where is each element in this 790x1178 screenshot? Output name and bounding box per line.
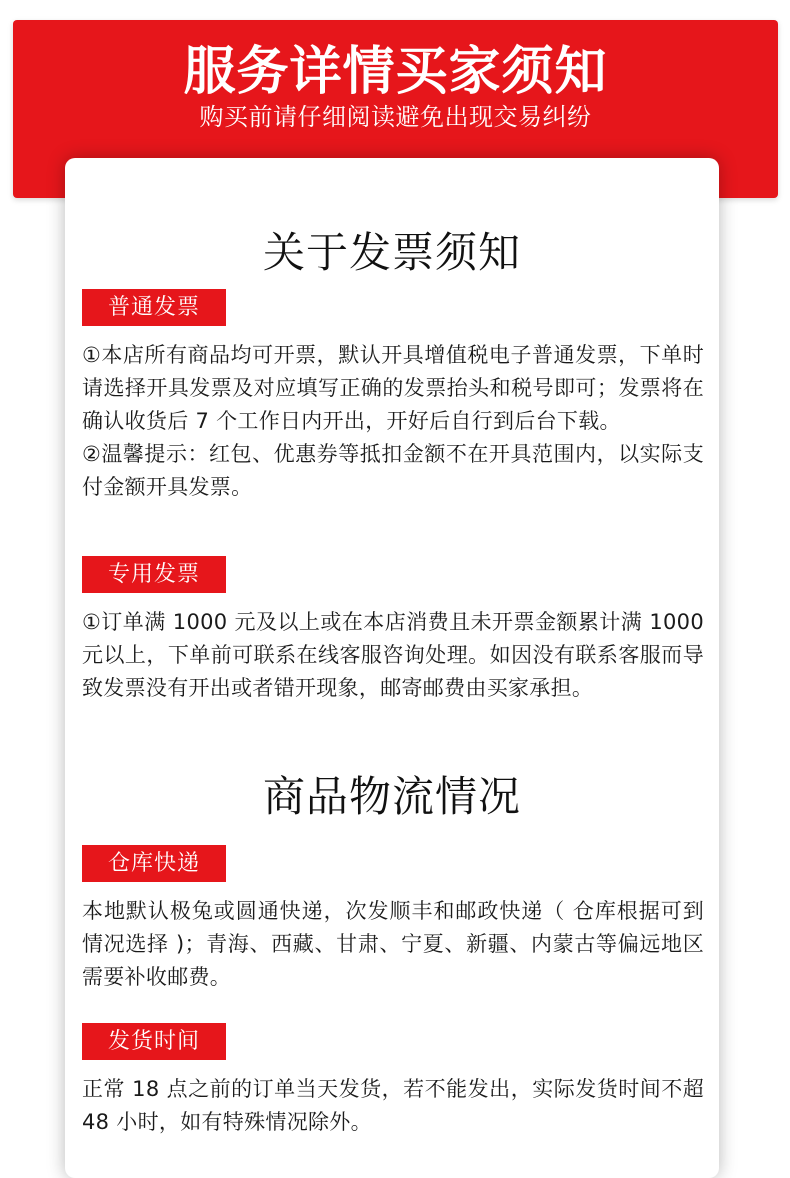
logistics-section-title: 商品物流情况 bbox=[262, 772, 521, 821]
invoice-section-title: 关于发票须知 bbox=[262, 228, 521, 277]
warehouse-express-body: 本地默认极兔或圆通快递，次发顺丰和邮政快递（ 仓库根据可到情况选择 )；青海、西藏、甘肃、宁夏、新疆、内蒙古等偏远地区需要补收邮费。 bbox=[82, 899, 704, 989]
page-subtitle: 购买前请仔细阅读避免出现交易纠纷 bbox=[199, 103, 592, 131]
page-title: 服务详情买家须知 bbox=[183, 42, 608, 102]
warehouse-express-tag: 仓库快递 bbox=[82, 845, 226, 882]
general-invoice-item-1: ①本店所有商品均可开票，默认开具增值税电子普通发票，下单时请选择开具发票及对应填写正确的发票抬头和税号即可；发票将在确认收货后 7 个工作日内开出，开好后自行到后台下载。 bbox=[82, 343, 704, 433]
general-invoice-text bbox=[82, 339, 704, 504]
shipping-time-body: 正常 18 点之前的订单当天发货，若不能发出，实际发货时间不超 48 小时，如有特殊情况除外。 bbox=[82, 1077, 704, 1134]
special-invoice-text bbox=[82, 606, 704, 705]
general-invoice-tag: 普通发票 bbox=[82, 289, 226, 326]
shipping-time-tag: 发货时间 bbox=[82, 1023, 226, 1060]
special-invoice-tag: 专用发票 bbox=[82, 556, 226, 593]
shipping-time-text bbox=[82, 1073, 704, 1139]
general-invoice-item-2: ②温馨提示：红包、优惠券等抵扣金额不在开具范围内，以实际支付金额开具发票。 bbox=[82, 442, 704, 499]
special-invoice-item-1: ①订单满 1000 元及以上或在本店消费且未开票金额累计满 1000 元以上，下单前可联系在线客服咨询处理。如因没有联系客服而导致发票没有开出或者错开现象，邮寄邮费由买家承担。 bbox=[82, 610, 704, 700]
warehouse-express-text bbox=[82, 895, 704, 994]
